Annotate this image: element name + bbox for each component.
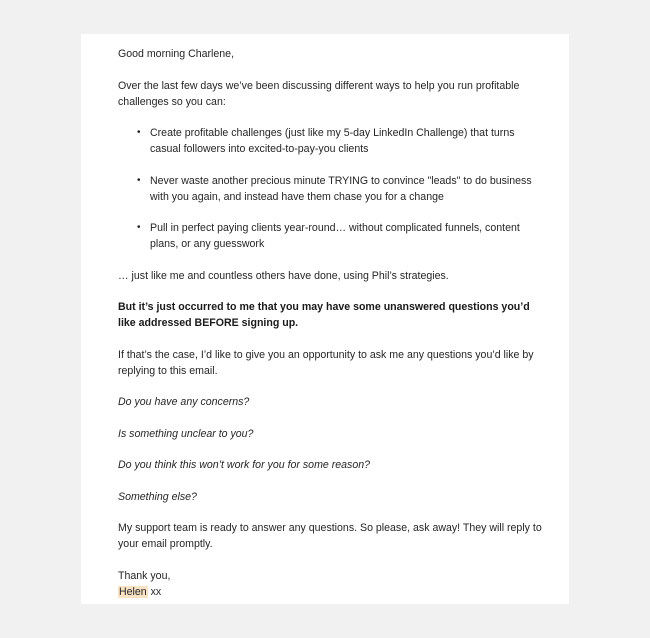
email-greeting: Good morning Charlene, (118, 48, 235, 60)
signature (118, 584, 545, 600)
list-item-text: Never waste another precious minute TRYING to convince "leads" to do business with you again, and instead have them chase you for a change (150, 174, 532, 203)
email-body (81, 34, 569, 604)
support-paragraph: My support team is ready to answer any questions. So please, ask away! They will reply to your email promptly. (118, 522, 542, 550)
email-intro: Over the last few days we’ve been discussing different ways to help you run profitable challenges so you can: (118, 79, 520, 108)
list-item (137, 125, 545, 157)
question-concerns: Do you have any concerns? (118, 396, 250, 408)
signature-suffix: xx (147, 585, 162, 598)
benefits-list (118, 125, 545, 252)
after-bullets-text: … just like me and countless others have done, using Phil’s strategies. (118, 269, 449, 282)
list-item (137, 173, 545, 205)
signoff: Thank you, (118, 569, 171, 582)
bullet-icon: • (137, 222, 141, 233)
list-item-text: Create profitable challenges (just like my 5-day LinkedIn Challenge) that turns casual followers into excited-to-pay-you clients (150, 127, 515, 155)
offer-paragraph: If that’s the case, I’d like to give you an opportunity to ask me any questions you’d like by replying to this email. (118, 348, 534, 377)
bullet-icon: • (137, 127, 141, 138)
question-wont-work: Do you think this won’t work for you for some reason? (118, 459, 371, 471)
signature-name: Helen (119, 585, 147, 598)
bullet-icon: • (137, 174, 141, 186)
list-item (137, 220, 545, 252)
bold-paragraph: But it’s just occurred to me that you may have some unanswered questions you’d like addressed BEFORE signing up. (118, 301, 530, 329)
list-item-text: Pull in perfect paying clients year-round… without complicated funnels, content plans, or any guesswork (150, 222, 520, 250)
question-something-else: Something else? (118, 490, 197, 503)
question-unclear: Is something unclear to you? (118, 427, 254, 440)
